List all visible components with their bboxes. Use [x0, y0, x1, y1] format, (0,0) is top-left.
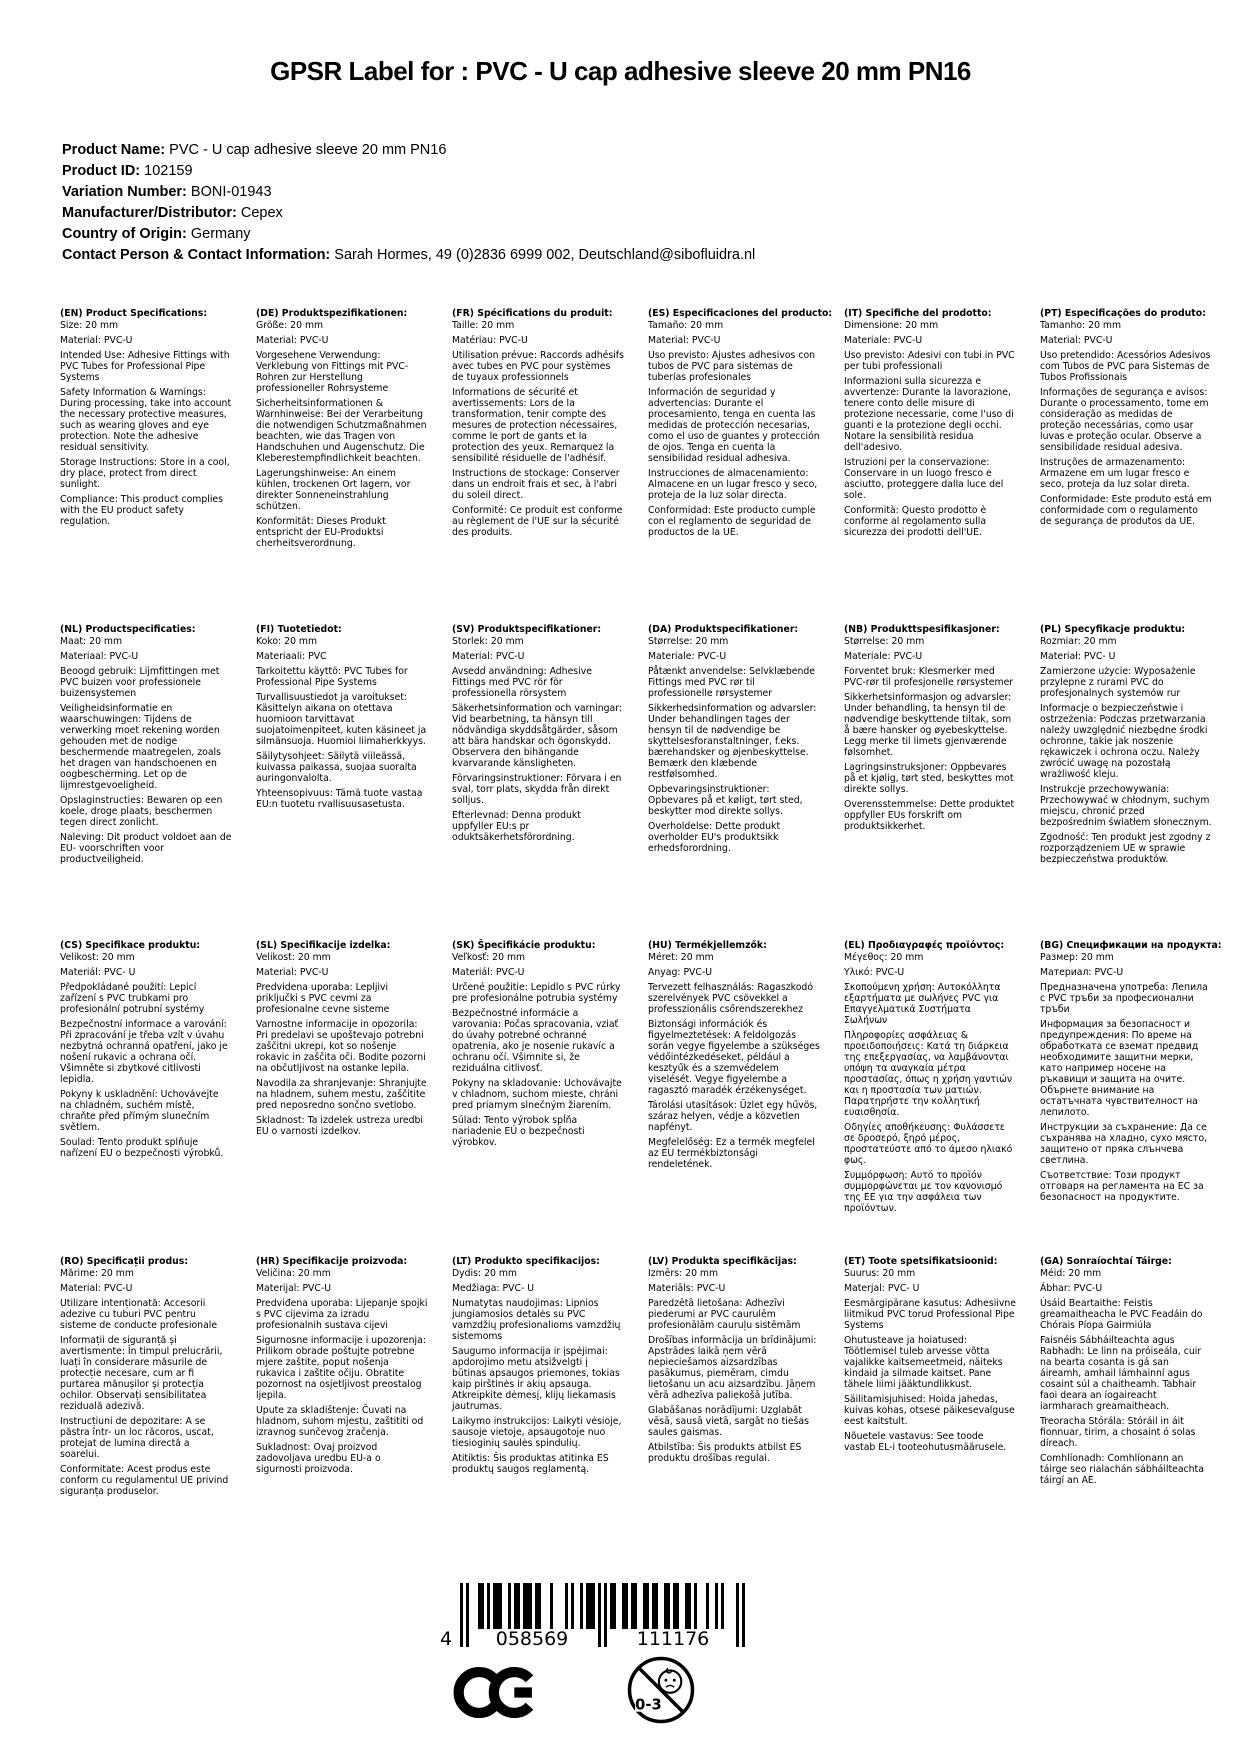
spec-block-header: (NB) Produkttspesifikasjoner:: [844, 624, 1000, 635]
product-info-label: Manufacturer/Distributor:: [62, 205, 241, 221]
spec-paragraph: Súlad: Tento výrobok spĺňa nariadenie EÚ o bezpečnosti výrobkov.: [452, 1115, 585, 1148]
spec-paragraph: Varnostne informacije in opozorila: Pri predelavi se upoštevajo potrebni zaščitni ukrepi, kot so nošenje rokavic in zaščita oči. Bodite pozorni na občutljivost na ostanke lepila.: [256, 1019, 426, 1074]
spec-block-hr: [256, 1256, 428, 1501]
spec-block-lt: [452, 1256, 624, 1501]
spec-paragraph: Suurus: 20 mm: [844, 1268, 916, 1279]
spec-paragraph: Materiāls: PVC-U: [648, 1283, 726, 1294]
spec-block-cs: [60, 940, 232, 1256]
spec-paragraph: Paredzētā lietošana: Adhezīvi piederumi ar PVC caurulēm profesionālām cauruļu sistēmām: [648, 1298, 801, 1331]
ce-mark-icon: [453, 1664, 541, 1725]
barcode-bar: [517, 1583, 520, 1629]
barcode-bar: [514, 1583, 517, 1629]
spec-block-header: (DA) Produktspecifikationer:: [648, 624, 799, 635]
spec-paragraph: Veiligheidsinformatie en waarschuwingen: Tijdens de verwerking moet rekening worden gehouden met de nodige beschermende maatregelen, zoals het dragen van handschoenen en oogbescherming. Let op de lijmrestgevoeligheid.: [60, 703, 221, 791]
spec-paragraph: Bezpečnostné informácie a varovania: Počas spracovania, vziať do úvahy potrebné ochranné opatrenia, ako je nosenie rukavíc a ochranu očí. Všimnite si, že reziduálna citlivosť.: [452, 1008, 619, 1074]
spec-paragraph: Materiale: PVC-U: [844, 335, 923, 346]
barcode-bar: [685, 1583, 688, 1629]
spec-paragraph: Instrucciones de almacenamiento: Almacene en un lugar fresco y seco, proteja de la luz solar directa.: [648, 468, 818, 501]
spec-paragraph: Größe: 20 mm: [256, 320, 324, 331]
spec-paragraph: Lagringsinstruksjoner: Oppbevares på et kjølig, tørt sted, beskyttes mot direkte sollys.: [844, 762, 1014, 795]
spec-paragraph: Ábhar: PVC-U: [1040, 1283, 1103, 1294]
spec-block-nb: [844, 624, 1016, 940]
spec-block-header: (EN) Product Specifications:: [60, 308, 208, 319]
spec-paragraph: Conformidad: Este producto cumple con el reglamento de seguridad de productos de la UE.: [648, 505, 816, 538]
barcode-bar: [622, 1583, 625, 1629]
product-info-row: [62, 161, 962, 182]
spec-block-header: (HR) Specifikacije proizvoda:: [256, 1256, 408, 1267]
barcode-bar: [592, 1583, 595, 1629]
product-info-label: Contact Person & Contact Information:: [62, 247, 335, 263]
spec-block-pt: [1040, 308, 1212, 624]
spec-paragraph: Conformità: Questo prodotto è conforme al regolamento sulla sicurezza dei prodotti dell'UE.: [844, 505, 987, 538]
spec-paragraph: Naleving: Dit product voldoet aan de EU- voorschriften voor productveiligheid.: [60, 832, 232, 865]
barcode-bar: [688, 1583, 691, 1629]
spec-paragraph: Οδηγίες αποθήκευσης: Φυλάσσετε σε δροσερό, ξηρό μέρος, προστατεύστε από το άμεσο ηλιακό φως.: [844, 1122, 1013, 1166]
product-info-value: Germany: [190, 226, 251, 242]
spec-block-header: (FI) Tuotetiedot:: [256, 624, 342, 635]
barcode-ean13: [438, 1583, 748, 1651]
spec-paragraph: Atitiktis: Šis produktas atitinka ES produktų saugos reglamentą.: [452, 1453, 609, 1475]
spec-paragraph: Sigurnosne informacije i upozorenja: Prilikom obrade poštujte potrebne mjere zaštite, poput nošenja rukavica i zaštite očiju. Obratite pozornost na osjetljivost preostalog ljepila.: [256, 1335, 426, 1401]
spec-block-header: (DE) Produktspezifikationen:: [256, 308, 408, 319]
spec-block-header: (PT) Especificações do produto:: [1040, 308, 1206, 319]
spec-paragraph: Glabāšanas norādījumi: Uzglabāt vēsā, sausā vietā, sargāt no tiešas saules gaismas.: [648, 1405, 809, 1438]
barcode-bar: [526, 1583, 529, 1629]
barcode-bar: [706, 1583, 709, 1629]
spec-paragraph: Comhlíonadh: Comhlíonann an táirge seo rialachán sábháilteachta táirgí an AE.: [1040, 1453, 1204, 1486]
barcode-bar: [589, 1583, 592, 1629]
spec-paragraph: Material: PVC-U: [648, 335, 721, 346]
spec-block-es: [648, 308, 833, 624]
spec-block-pl: [1040, 624, 1212, 940]
spec-paragraph: Izmērs: 20 mm: [648, 1268, 719, 1279]
spec-paragraph: Konformität: Dieses Produkt entspricht der EU-Produktsi cherheitsverordnung.: [256, 516, 386, 549]
product-info-value: Cepex: [240, 205, 283, 221]
spec-paragraph: Материал: PVC-U: [1040, 967, 1124, 978]
spec-paragraph: Størrelse: 20 mm: [844, 636, 925, 647]
barcode-bar: [643, 1583, 646, 1629]
spec-paragraph: Biztonsági információk és figyelmeztetések: A feldolgozás során vegye figyelembe a szükséges védőintézkedéseket, például a kesztyűk és a szemvédelem viselését. Vegye figyelembe a ragasztó maradék érzékenységet.: [648, 1019, 820, 1096]
spec-paragraph: Materiál: PVC- U: [60, 967, 136, 978]
spec-paragraph: Conformité: Ce produit est conforme au règlement de l'UE sur la sécurité des produits.: [452, 505, 623, 538]
spec-paragraph: Material: PVC-U: [256, 967, 329, 978]
spec-block-header: (ET) Toote spetsifikatsioonid:: [844, 1256, 998, 1267]
spec-paragraph: Material: PVC-U: [60, 1283, 133, 1294]
spec-block-lv: [648, 1256, 820, 1501]
spec-block-de: [256, 308, 428, 624]
spec-paragraph: Materiaal: PVC-U: [60, 651, 139, 662]
barcode-digits-group2: 111176: [636, 1628, 710, 1650]
barcode-bar: [499, 1583, 502, 1629]
spec-paragraph: Materiał: PVC- U: [1040, 651, 1116, 662]
spec-block-header: (FR) Spécifications du produit:: [452, 308, 613, 319]
spec-paragraph: Μέγεθος: 20 mm: [844, 952, 924, 963]
spec-block-header: (RO) Specificații produs:: [60, 1256, 189, 1267]
spec-paragraph: Drošības informācija un brīdinājumi: Apstrādes laikā ņem vērā nepieciešamos aizsardzības pasākumus, piemēram, cimdu lietošanu un acu aizsardzību. Jāņem vērā adhezīva paliekošā jutība.: [648, 1335, 817, 1401]
spec-paragraph: Materijal: PVC-U: [256, 1283, 332, 1294]
spec-block-header: (CS) Specifikace produktu:: [60, 940, 201, 951]
spec-paragraph: Informații de siguranță și avertismente: În timpul prelucrării, luați în considerare măsurile de protecție necesare, cum ar fi purtarea mănușilor și protecția ochilor. Observați sensibilitatea reziduală adezivă.: [60, 1335, 223, 1412]
barcode-bar: [478, 1583, 481, 1629]
spec-paragraph: Lagerungshinweise: An einem kühlen, trockenen Ort lagern, vor direkter Sonneneinstrahlung schützen.: [256, 468, 411, 512]
spec-paragraph: Dimensione: 20 mm: [844, 320, 939, 331]
spec-paragraph: Velikost: 20 mm: [256, 952, 331, 963]
spec-paragraph: Materiaali: PVC: [256, 651, 327, 662]
spec-paragraph: Skladnost: Ta izdelek ustreza uredbi EU o varnosti izdelkov.: [256, 1115, 424, 1137]
spec-paragraph: Tamaño: 20 mm: [648, 320, 724, 331]
spec-paragraph: Veličina: 20 mm: [256, 1268, 331, 1279]
barcode-bar: [580, 1583, 583, 1629]
spec-paragraph: Säkerhetsinformation och varningar: Vid bearbetning, ta hänsyn till nödvändiga skyddsåtgärder, såsom att bära handskar och ögonskydd. Observera den bihängande kvarvarande känsligheten.: [452, 703, 623, 769]
barcode-bar: [625, 1583, 628, 1629]
spec-paragraph: Faisnéis Sábháilteachta agus Rabhadh: Le linn na próiseála, cuir na bearta cosanta is gá san áireamh, amhail lámhainní agus cosaint súl a chaitheamh. Tabhair faoi deara an íogaireacht iarmharach greamaitheach.: [1040, 1335, 1202, 1412]
spec-paragraph: Σκοπούμενη χρήση: Αυτοκόλλητα εξαρτήματα με σωλήνες PVC για Επαγγελματικά Συστήματα Σωλήνων: [844, 982, 1001, 1026]
spec-paragraph: Material: PVC-U: [60, 335, 133, 346]
spec-paragraph: Úsáid Beartaithe: Feistis greamaitheacha le PVC Feadáin do Chórais Píopa Gairmiúla: [1040, 1298, 1203, 1331]
spec-paragraph: Megfelelőség: Ez a termék megfelel az EU termékbiztonsági rendeletének.: [648, 1137, 815, 1170]
barcode-bar: [538, 1583, 541, 1629]
spec-block-nl: [60, 624, 232, 940]
spec-paragraph: Velikost: 20 mm: [60, 952, 135, 963]
barcode-bar: [652, 1583, 655, 1629]
spec-block-header: (LV) Produkta specifikācijas:: [648, 1256, 797, 1267]
spec-paragraph: Materiál: PVC-U: [452, 967, 525, 978]
barcode-bar: [664, 1583, 667, 1629]
spec-paragraph: Určené použitie: Lepidlo s PVC rúrky pre profesionálne potrubia systémy: [452, 982, 621, 1004]
spec-paragraph: Instrucțiuni de depozitare: A se păstra într- un loc răcoros, uscat, protejat de lumina directă a soarelui.: [60, 1416, 214, 1460]
product-info-row: [62, 182, 962, 203]
spec-paragraph: Zgodność: Ten produkt jest zgodny z rozporządzeniem UE w sprawie bezpieczeństwa produktów.: [1040, 832, 1211, 865]
spec-paragraph: Treoracha Stórála: Stóráil in áit fionnuar, tirim, a chosaint ó solas díreach.: [1040, 1416, 1196, 1449]
spec-block-header: (EL) Προδιαγραφές προϊόντος:: [844, 940, 1005, 951]
spec-paragraph: Mărime: 20 mm: [60, 1268, 134, 1279]
product-info-label: Country of Origin:: [62, 226, 191, 242]
spec-block-header: (IT) Specifiche del prodotto:: [844, 308, 992, 319]
barcode-digits-group1: 058569: [495, 1628, 569, 1650]
barcode-bar: [550, 1583, 553, 1629]
spec-block-header: (SL) Specifikacije izdelka:: [256, 940, 391, 951]
barcode-bar: [586, 1583, 589, 1629]
spec-paragraph: Yhteensopivuus: Tämä tuote vastaa EU:n tuotetu rvallisuusasetusta.: [256, 788, 423, 810]
barcode-bar: [631, 1583, 634, 1629]
spec-paragraph: Anyag: PVC-U: [648, 967, 713, 978]
spec-paragraph: Informacje o bezpieczeństwie i ostrzeżenia: Podczas przetwarzania należy uwzględnić niezbędne środki ochronne, takie jak noszenie rękawiczek i ochrona oczu. Należy zwrócić uwagę na pozostałą wrażliwość kleju.: [1040, 703, 1208, 780]
spec-paragraph: Intended Use: Adhesive Fittings with PVC Tubes for Professional Pipe Systems: [60, 350, 230, 383]
spec-paragraph: Tarkoitettu käyttö: PVC Tubes for Professional Pipe Systems: [256, 666, 408, 688]
spec-paragraph: Forventet bruk: Klesmerker med PVC-rør til profesjonelle rørsystemer: [844, 666, 1014, 688]
spec-paragraph: Istruzioni per la conservazione: Conservare in un luogo fresco e asciutto, proteggere dalla luce del sole.: [844, 457, 1004, 501]
spec-paragraph: Rozmiar: 20 mm: [1040, 636, 1117, 647]
barcode-bar: [721, 1583, 724, 1629]
spec-paragraph: Materjal: PVC- U: [844, 1283, 920, 1294]
product-info-label: Product ID:: [62, 163, 145, 179]
spec-paragraph: Instrukcje przechowywania: Przechowywać w chłodnym, suchym miejscu, chronić przed bezpośrednim światłem słonecznym.: [1040, 784, 1212, 828]
spec-block-header: (NL) Productspecificaties:: [60, 624, 196, 635]
spec-paragraph: Vorgesehene Verwendung: Verklebung von Fittings mit PVC-Rohren zur Herstellung professioneller Rohrsysteme: [256, 350, 409, 394]
barcode-bar: [676, 1583, 679, 1629]
barcode-bar: [742, 1583, 745, 1647]
barcode-bar: [487, 1583, 490, 1629]
spec-paragraph: Πληροφορίες ασφάλειας & προειδοποιήσεις: Κατά τη διάρκεια της επεξεργασίας, να λαμβάνονται υπόψη τα αναγκαία μέτρα προστασίας, όπως η χρήση γαντιών και η προστασία των ματιών. Παρατηρήστε την κολλητική ευαισθησία.: [844, 1030, 1013, 1118]
spec-paragraph: Turvallisuustiedot ja varoitukset: Käsittelyn aikana on otettava huomioon tarvittavat suojatoimenpiteet, kuten käsineet ja silmänsuoja. Huomioi liimaherkkyys.: [256, 692, 427, 747]
spec-paragraph: Předpokládané použití: Lepicí zařízení s PVC trubkami pro profesionální potrubní systémy: [60, 982, 205, 1015]
spec-paragraph: Instruções de armazenamento: Armazene em um lugar fresco e seco, proteja da luz solar direta.: [1040, 457, 1190, 490]
spec-block-fr: [452, 308, 624, 624]
spec-paragraph: Размер: 20 mm: [1040, 952, 1114, 963]
spec-paragraph: Zamierzone użycie: Wyposażenie przylepne z rurami PVC do profesjonalnych systemów rur: [1040, 666, 1196, 699]
spec-paragraph: Upute za skladištenje: Čuvati na hladnom, suhom mjestu, zaštititi od izravnog sunčevog zračenja.: [256, 1405, 424, 1438]
barcode-bar: [613, 1583, 616, 1629]
product-info-label: Product Name:: [62, 142, 170, 158]
product-info-row: [62, 203, 962, 224]
spec-paragraph: Dydis: 20 mm: [452, 1268, 517, 1279]
spec-paragraph: Eesmärgipärane kasutus: Adhesiivne liitmikud PVC torud Professional Pipe Systems: [844, 1298, 1016, 1331]
spec-block-header: (SV) Produktspecifikationer:: [452, 624, 602, 635]
barcode: [438, 1583, 748, 1655]
spec-paragraph: Storlek: 20 mm: [452, 636, 524, 647]
spec-block-hu: [648, 940, 820, 1256]
spec-block-header: (GA) Sonraíochtaí Táirge:: [1040, 1256, 1172, 1267]
spec-paragraph: Informations de sécurité et avertissements: Lors de la transformation, tenir compte des mesures de protection nécessaires, comme le port de gants et la protection des yeux. Remarquez la sensibilité résiduelle de l'adhésif.: [452, 387, 618, 464]
barcode-bar: [535, 1583, 538, 1629]
spec-paragraph: Pokyny na skladovanie: Uchovávajte v chladnom, suchom mieste, chráni pred priamym slnečným žiarením.: [452, 1078, 622, 1111]
spec-paragraph: Materiale: PVC-U: [844, 651, 923, 662]
spec-paragraph: Información de seguridad y advertencias: Durante el procesamiento, tenga en cuenta las medidas de protección necesarias, como el uso de guantes y protección de ojos. Tenga en cuenta la sensibilidad residual adhesiva.: [648, 387, 820, 464]
spec-block-header: (HU) Termékjellemzők:: [648, 940, 767, 951]
spec-paragraph: Conformidade: Este produto está em conformidade com o regulamento de segurança de produtos da UE.: [1040, 494, 1212, 527]
spec-paragraph: Uso previsto: Adesivi con tubi in PVC per tubi professionali: [844, 350, 1015, 372]
barcode-digit-left: 4: [439, 1628, 453, 1650]
spec-paragraph: Информация за безопасност и предупреждения: По време на обработката се вземат предвид необходимите защитни мерки, като например носене на ръкавици и защита на очите. Обърнете внимание на остатъчната чувствителност на лепилото.: [1040, 1019, 1199, 1118]
product-info-label: Variation Number:: [62, 184, 191, 200]
spec-paragraph: Tamanho: 20 mm: [1040, 320, 1122, 331]
spec-paragraph: Efterlevnad: Denna produkt uppfyller EU:s pr oduktsäkerhetsförordning.: [452, 810, 581, 843]
spec-paragraph: Material: PVC-U: [1040, 335, 1113, 346]
spec-paragraph: Förvaringsinstruktioner: Förvara i en sval, torr plats, skydda från direkt solljus.: [452, 773, 622, 806]
product-info-value: 102159: [144, 163, 193, 179]
spec-paragraph: Materiale: PVC-U: [648, 651, 727, 662]
spec-paragraph: Beoogd gebruik: Lijmfittingen met PVC buizen voor professionele buizensystemen: [60, 666, 220, 699]
spec-paragraph: Overholdelse: Dette produkt overholder EU's produktsikk erhedsforordning.: [648, 821, 781, 854]
spec-paragraph: Storage Instructions: Store in a cool, dry place, protect from direct sunlight.: [60, 457, 230, 490]
spec-paragraph: Uso previsto: Ajustes adhesivos con tubos de PVC para sistemas de tuberías profesionales: [648, 350, 816, 383]
barcode-bar: [481, 1583, 484, 1629]
spec-paragraph: Tervezett felhasználás: Ragaszkodó szerelvények PVC csövekkel a professzionális csőrendszerekhez: [648, 982, 814, 1015]
barcode-bar: [529, 1583, 532, 1629]
spec-paragraph: Medžiaga: PVC- U: [452, 1283, 535, 1294]
barcode-bar: [598, 1583, 601, 1647]
spec-paragraph: Overensstemmelse: Dette produktet oppfyller EUs forskrift om produktsikkerhet.: [844, 799, 1015, 832]
spec-paragraph: Nõuetele vastavus: See toode vastab EL-i tooteohutusmäärusele.: [844, 1431, 1007, 1453]
spec-paragraph: Méret: 20 mm: [648, 952, 714, 963]
barcode-bar: [667, 1583, 670, 1629]
spec-paragraph: Säilitamisjuhised: Hoida jahedas, kuivas kohas, otsese päikesevalguse eest kaitstult.: [844, 1394, 1015, 1427]
barcode-bar: [523, 1583, 526, 1629]
spec-paragraph: Pokyny k uskladnění: Uchovávejte na chladném, suchém místě, chraňte před přímým slunečním světlem.: [60, 1089, 219, 1133]
spec-grid: [60, 308, 1222, 1501]
product-info-value: BONI-01943: [190, 184, 272, 200]
spec-block-ga: [1040, 1256, 1212, 1501]
spec-paragraph: Avsedd användning: Adhesive Fittings med PVC rör för professionella rörsystem: [452, 666, 592, 699]
barcode-bar: [466, 1583, 469, 1647]
spec-block-bg: [1040, 940, 1222, 1256]
spec-paragraph: Utilizare intenționată: Accesorii adezive cu tuburi PVC pentru sisteme de conducte profesionale: [60, 1298, 218, 1331]
spec-paragraph: Bezpečnostní informace a varování: Při zpracování je třeba vzít v úvahu nezbytná ochranná opatření, jako je nošení rukavic a ochrana očí. Všimněte si zbytkové citlivosti lepidla.: [60, 1019, 228, 1085]
spec-paragraph: Veľkosť: 20 mm: [452, 952, 526, 963]
spec-block-header: (BG) Спецификации на продукта:: [1040, 940, 1222, 951]
spec-block-header: (LT) Produkto specifikacijos:: [452, 1256, 600, 1267]
spec-paragraph: Soulad: Tento produkt splňuje nařízení EU o bezpečnosti výrobků.: [60, 1137, 224, 1159]
barcode-bar: [460, 1583, 463, 1647]
spec-paragraph: Säilytysohjeet: Säilytä viileässä, kuivassa paikassa, suojaa suoralta auringonvalolta.: [256, 751, 417, 784]
age-warning-icon: [626, 1655, 696, 1729]
spec-paragraph: Conformitate: Acest produs este conform cu regulamentul UE privind siguranța produselor.: [60, 1464, 229, 1497]
spec-paragraph: Taille: 20 mm: [452, 320, 515, 331]
spec-paragraph: Navodila za shranjevanje: Shranjujte na hladnem, suhem mestu, zaščitite pred neposredno sončno svetlobo.: [256, 1078, 427, 1111]
spec-block-da: [648, 624, 820, 940]
spec-paragraph: Uso pretendido: Acessórios Adesivos com Tubos de PVC para Sistemas de Tubos Profissionais: [1040, 350, 1211, 383]
barcode-bar: [565, 1583, 568, 1629]
spec-block-fi: [256, 624, 428, 940]
product-info-value: Sarah Hormes, 49 (0)2836 6999 002, Deutschland@sibofluidra.nl: [334, 247, 756, 263]
age-warning-label: 0-3: [635, 1696, 662, 1714]
spec-paragraph: Påtænkt anvendelse: Selvklæbende Fittings med PVC rør til professionelle rørsystemer: [648, 666, 816, 699]
spec-paragraph: Atbilstība: Šis produkts atbilst ES produktu drošības regulai.: [648, 1442, 802, 1464]
spec-paragraph: Predvidena uporaba: Lepljivi priključki s PVC cevmi za profesionalne cevne sisteme: [256, 982, 390, 1015]
spec-paragraph: Sukladnost: Ovaj proizvod zadovoljava uredbu EU-a o sigurnosti proizvoda.: [256, 1442, 381, 1475]
spec-paragraph: Numatytas naudojimas: Lipnios jungiamosios detalės su PVC vamzdžių profesionalioms vamzdžių sistemoms: [452, 1298, 621, 1342]
spec-block-sk: [452, 940, 624, 1256]
product-info-row: [62, 245, 962, 266]
spec-paragraph: Υλικό: PVC-U: [844, 967, 905, 978]
product-info-value: PVC - U cap adhesive sleeve 20 mm PN16: [169, 142, 447, 158]
spec-paragraph: Opslaginstructies: Bewaren op een koele, droge plaats, beschermen tegen direct zonlicht.: [60, 795, 223, 828]
spec-paragraph: Tárolási utasítások: Üzlet egy hűvös, száraz helyen, védje a közvetlen napfényt.: [648, 1100, 818, 1133]
spec-paragraph: Compliance: This product complies with the EU product safety regulation.: [60, 494, 223, 527]
spec-paragraph: Инструкции за съхранение: Да се съхранява на хладно, сухо място, защитено от пряка слънчева светлина.: [1040, 1122, 1208, 1166]
spec-paragraph: Sicherheitsinformationen & Warnhinweise: Bei der Verarbeitung die notwendigen Schutzmaßnahmen beachten, wie das Tragen von Handschuhen und Augenschutz. Die Kleberestempfindlichkeit beachten.: [256, 398, 427, 464]
spec-block-en: [60, 308, 232, 624]
spec-block-sl: [256, 940, 428, 1256]
product-info-row: [62, 224, 962, 245]
spec-block-header: (SK) Špecifikácie produktu:: [452, 940, 596, 951]
spec-paragraph: Safety Information & Warnings: During processing, take into account the necessary protective measures, such as wearing gloves and eye protection. Note the adhesive residual sensitivity.: [60, 387, 232, 453]
barcode-bar: [571, 1583, 574, 1629]
spec-block-header: (ES) Especificaciones del producto:: [648, 308, 833, 319]
spec-block-et: [844, 1256, 1016, 1501]
barcode-bar: [673, 1583, 676, 1629]
spec-paragraph: Matériau: PVC-U: [452, 335, 528, 346]
barcode-bar: [610, 1583, 613, 1629]
spec-block-it: [844, 308, 1016, 624]
barcode-bar: [694, 1583, 697, 1629]
spec-block-ro: [60, 1256, 232, 1501]
barcode-bar: [496, 1583, 499, 1629]
spec-paragraph: Instructions de stockage: Conserver dans un endroit frais et sec, à l'abri du soleil direct.: [452, 468, 620, 501]
barcode-bar: [604, 1583, 607, 1647]
spec-paragraph: Size: 20 mm: [60, 320, 119, 331]
spec-paragraph: Συμμόρφωση: Αυτό το προϊόν συμμορφώνεται με τον κανονισμό της ΕΕ για την ασφάλεια των προϊόντων.: [844, 1170, 1003, 1214]
spec-paragraph: Predviđena uporaba: Lijepanje spojki s PVC cijevima za izradu profesionalnih sustava cijevi: [256, 1298, 428, 1331]
spec-paragraph: Koko: 20 mm: [256, 636, 318, 647]
spec-paragraph: Ohutusteave ja hoiatused: Töötlemisel tuleb arvesse võtta vajalikke kaitsemeetmeid, näiteks kindaid ja silmade kaitset. Pane tähele liimi jääktundlikkust.: [844, 1335, 1003, 1390]
spec-paragraph: Maat: 20 mm: [60, 636, 123, 647]
barcode-bar: [655, 1583, 658, 1629]
spec-paragraph: Opbevaringsinstruktioner: Opbevares på et køligt, tørt sted, beskytter mod direkte sollys.: [648, 784, 803, 817]
spec-paragraph: Material: PVC-U: [256, 335, 329, 346]
spec-paragraph: Informazioni sulla sicurezza e avvertenze: Durante la lavorazione, tenere conto delle misure di protezione necessarie, come l'uso di guanti e la protezione degli occhi. Notare la sensibilità residua dell'adesivo.: [844, 376, 1014, 453]
spec-paragraph: Material: PVC-U: [452, 651, 525, 662]
spec-paragraph: Laikymo instrukcijos: Laikyti vėsioje, sausoje vietoje, apsaugotoje nuo tiesioginių saulės spindulių.: [452, 1416, 622, 1449]
spec-paragraph: Størrelse: 20 mm: [648, 636, 729, 647]
barcode-bar: [634, 1583, 637, 1629]
barcode-bar: [508, 1583, 511, 1629]
product-info: [62, 140, 962, 266]
spec-block-header: (PL) Specyfikacje produktu:: [1040, 624, 1186, 635]
page-title: GPSR Label for : PVC - U cap adhesive sleeve 20 mm PN16: [270, 56, 971, 86]
spec-block-sv: [452, 624, 624, 940]
spec-paragraph: Съответствие: Този продукт отговаря на регламента на ЕС за безопасност на продуктите.: [1040, 1170, 1204, 1203]
spec-block-el: [844, 940, 1016, 1256]
spec-paragraph: Предназначена употреба: Лепила с PVC тръби за професионални тръби: [1040, 982, 1208, 1015]
spec-paragraph: Sikkerhedsinformation og advarsler: Under behandlingen tages der hensyn til de nødvendige be skyttelsesforanstaltninger, f.eks. bærehandsker og øjenbeskyttelse. Bemærk den klæbende restfølsomhed.: [648, 703, 817, 780]
barcode-bar: [493, 1583, 496, 1629]
product-info-row: [62, 140, 962, 161]
spec-paragraph: Informações de segurança e avisos: Durante o processamento, tome em consideração as medidas de proteção necessárias, como usar luvas e proteção ocular. Observe a sensibilidade residual adesiva.: [1040, 387, 1209, 453]
barcode-bar: [646, 1583, 649, 1629]
spec-paragraph: Saugumo informacija ir įspėjimai: apdorojimo metu atsižvelgti į būtinas apsaugos priemones, tokias kaip pirštinės ir akių apsauga. Atkreipkite dėmesį, klijų liekamasis jautrumas.: [452, 1346, 620, 1412]
spec-paragraph: Utilisation prévue: Raccords adhésifs avec tubes en PVC pour systèmes de tuyaux professionnels: [452, 350, 624, 383]
spec-paragraph: Méid: 20 mm: [1040, 1268, 1102, 1279]
barcode-bar: [736, 1583, 739, 1647]
barcode-bar: [715, 1583, 718, 1629]
spec-paragraph: Sikkerhetsinformasjon og advarsler: Under behandling, ta hensyn til de nødvendige beskyttende tiltak, som å bære hansker og øyebeskyttelse. Legg merke til limets gjenværende følsomhet.: [844, 692, 1012, 758]
